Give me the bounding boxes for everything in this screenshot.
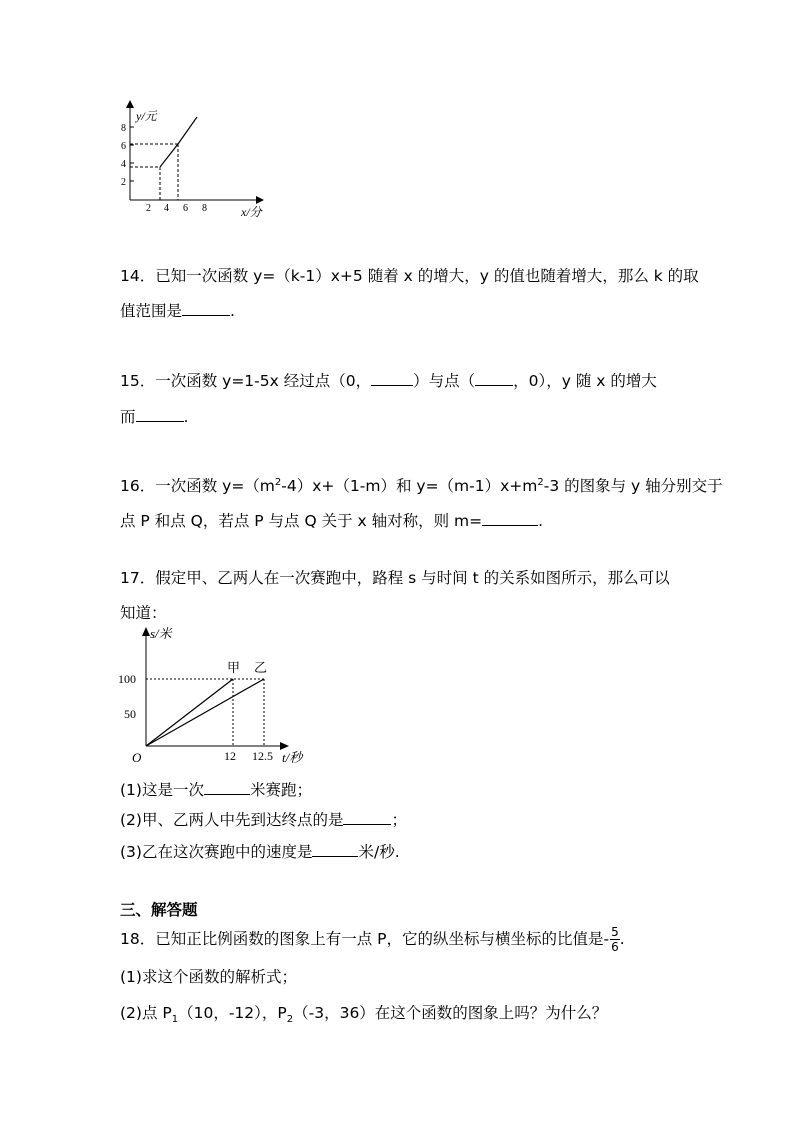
section-title-answers: 三、解答题 bbox=[120, 901, 198, 919]
graph1-ytick-8: 8 bbox=[121, 123, 126, 134]
q18-line1-end: . bbox=[619, 930, 625, 948]
q16-text-a: 16．一次函数 y=（m bbox=[120, 477, 275, 495]
q14-answer-blank[interactable] bbox=[182, 301, 230, 316]
q18-sub2-s1: 1 bbox=[171, 1014, 179, 1026]
q14-line2 bbox=[120, 299, 235, 321]
graph2-line-yi bbox=[146, 679, 264, 746]
q15-blank-3[interactable] bbox=[136, 407, 184, 422]
q18-text: 18．已知正比例函数的图象上有一点 P，它的纵坐标与横坐标的比值是- bbox=[120, 930, 610, 948]
q16-answer-blank[interactable] bbox=[482, 511, 538, 526]
q17-line1: 17．假定甲、乙两人在一次赛跑中，路程 s 与时间 t 的关系如图所示，那么可以 bbox=[120, 569, 670, 587]
q14-line1: 14．已知一次函数 y=（k-1）x+5 随着 x 的增大，y 的值也随着增大，那么 k 的取 bbox=[120, 267, 699, 285]
graph1-y-arrow bbox=[126, 100, 134, 108]
q17-sub3 bbox=[120, 840, 400, 862]
q17-sub2-suffix: ； bbox=[391, 811, 407, 829]
graph2-origin: O bbox=[132, 750, 142, 765]
q16-line2-suffix: . bbox=[538, 512, 544, 530]
q17-sub1 bbox=[120, 778, 312, 800]
q18-sub2-s2: 2 bbox=[286, 1014, 294, 1026]
q17-sub1-suffix: 米赛跑； bbox=[249, 781, 312, 799]
graph2-line-jia bbox=[146, 679, 233, 746]
graph2-y-label: s/米 bbox=[150, 626, 172, 641]
q17-blank-1[interactable] bbox=[204, 780, 250, 795]
graph2-ytick-100: 100 bbox=[118, 672, 136, 686]
q15-text-b: ）与点（ bbox=[413, 372, 476, 390]
graph2-xtick-12-5: 12.5 bbox=[252, 749, 273, 763]
q16-text-c: -3 的图象与 y 轴分别交于 bbox=[543, 477, 723, 495]
q15-line2 bbox=[120, 405, 188, 427]
graph2-y-arrow bbox=[142, 627, 150, 636]
q18-sub2-c: （-3，36）在这个函数的图象上吗？为什么？ bbox=[293, 1004, 608, 1022]
q16-line2-prefix: 点 P 和点 Q，若点 P 与点 Q 关于 x 轴对称，则 m= bbox=[120, 512, 483, 530]
q18-sub2 bbox=[120, 1001, 607, 1025]
graph1-x-arrow bbox=[256, 196, 264, 204]
graph2-xtick-12: 12 bbox=[224, 749, 236, 763]
q17-sub2-prefix: (2)甲、乙两人中先到达终点的是 bbox=[120, 811, 344, 829]
q18-fraction bbox=[610, 925, 620, 954]
q18-line1 bbox=[120, 925, 625, 954]
q16-sup-1: 2 bbox=[274, 476, 282, 488]
graph1-ytick-2: 2 bbox=[121, 177, 126, 188]
q16-text-b: -4）x+（1-m）和 y=（m-1）x+m bbox=[281, 477, 538, 495]
q15-text-a: 15．一次函数 y=1-5x 经过点（0， bbox=[120, 372, 372, 390]
q16-line1 bbox=[120, 474, 723, 496]
graph1-xtick-6: 6 bbox=[183, 203, 188, 214]
q17-sub3-prefix: (3)乙在这次赛跑中的速度是 bbox=[120, 843, 313, 861]
q16-line2 bbox=[120, 509, 543, 531]
graph2-x-label: t/秒 bbox=[282, 750, 303, 765]
graph2-label-yi: 乙 bbox=[254, 660, 268, 675]
graph2-label-jia: 甲 bbox=[227, 660, 241, 675]
q15-line2-prefix: 而 bbox=[120, 408, 136, 426]
graph1-xtick-8: 8 bbox=[202, 203, 207, 214]
q18-sub1: (1)求这个函数的解析式； bbox=[120, 968, 297, 986]
graph1-xtick-4: 4 bbox=[164, 203, 169, 214]
graph2-ytick-50: 50 bbox=[124, 707, 136, 721]
price-time-graph bbox=[110, 100, 280, 225]
q17-blank-2[interactable] bbox=[343, 810, 391, 825]
race-graph bbox=[114, 624, 314, 774]
graph1-xtick-2: 2 bbox=[146, 203, 151, 214]
graph1-ytick-4: 4 bbox=[121, 159, 126, 170]
graph1-x-label: x/分 bbox=[241, 205, 262, 219]
q15-blank-2[interactable] bbox=[475, 371, 513, 386]
graph2-x-arrow bbox=[280, 742, 289, 750]
q18-frac-den: 6 bbox=[611, 940, 619, 954]
q17-line2: 知道： bbox=[120, 604, 167, 622]
q16-sup-2: 2 bbox=[537, 476, 544, 488]
q18-frac-num: 5 bbox=[611, 925, 619, 939]
q17-sub1-prefix: (1)这是一次 bbox=[120, 781, 204, 799]
q17-blank-3[interactable] bbox=[312, 842, 358, 857]
q14-line2-suffix: . bbox=[230, 302, 235, 320]
q18-sub2-a: (2)点 P bbox=[120, 1004, 172, 1022]
q15-blank-1[interactable] bbox=[371, 371, 413, 386]
q15-line2-suffix: . bbox=[183, 408, 189, 426]
q18-sub2-b: （10，-12），P bbox=[178, 1004, 287, 1022]
q15-line1 bbox=[120, 369, 657, 391]
q17-sub2 bbox=[120, 808, 407, 830]
q15-text-c: ，0），y 随 x 的增大 bbox=[513, 372, 657, 390]
graph1-ytick-6: 6 bbox=[121, 141, 126, 152]
q14-line2-prefix: 值范围是 bbox=[120, 302, 183, 320]
graph1-y-label: y/元 bbox=[136, 109, 157, 123]
q17-sub3-suffix: 米/秒. bbox=[358, 843, 400, 861]
